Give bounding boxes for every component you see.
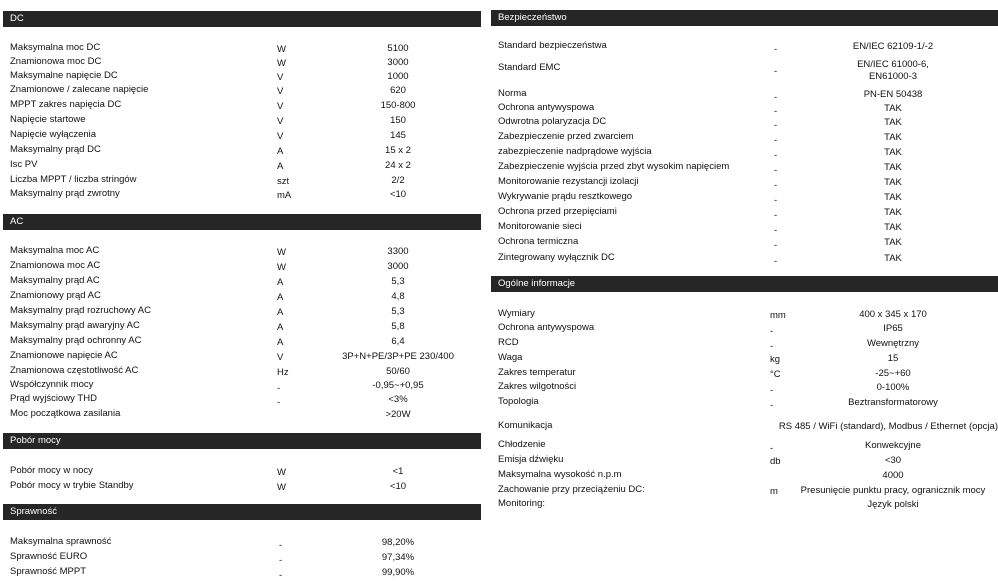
section-title: Bezpieczeństwo: [498, 12, 567, 23]
table-row: [0, 498, 998, 512]
row-label: Prąd wyjściowy THD: [10, 393, 97, 404]
row-label: Standard EMC: [498, 62, 561, 73]
row-unit: szt: [277, 176, 290, 187]
row-unit: db: [770, 456, 781, 467]
row-label: Isc PV: [10, 159, 38, 170]
row-unit: -: [774, 210, 778, 221]
row-unit: -: [774, 106, 778, 117]
row-label: Waga: [498, 352, 523, 363]
row-value: 3000: [387, 57, 409, 68]
row-label: Maksymalny prąd ochronny AC: [10, 335, 142, 346]
row-value: PN-EN 50438: [863, 89, 923, 100]
row-label: Norma: [498, 88, 527, 99]
row-unit: V: [277, 72, 284, 83]
row-label: Ochrona przed przepięciami: [498, 206, 617, 217]
table-row: [0, 290, 998, 304]
row-value: TAK: [884, 192, 902, 203]
row-unit: W: [277, 44, 286, 55]
row-value: 98,20%: [381, 537, 415, 548]
row-unit: -: [774, 225, 778, 236]
row-value: EN/IEC 61000-6,: [857, 59, 929, 70]
row-label: Maksymalna moc DC: [10, 42, 101, 53]
section-title: Ogólne informacje: [498, 278, 576, 289]
row-label: Maksymalna sprawność: [10, 536, 112, 547]
table-row: [0, 102, 998, 116]
row-value: TAK: [884, 117, 902, 128]
row-value: 24 x 2: [385, 160, 411, 171]
row-unit: -: [774, 135, 778, 146]
row-value: <1: [392, 466, 404, 477]
row-label: Ochrona termiczna: [498, 236, 579, 247]
table-row: [0, 116, 998, 130]
row-label: Napięcie startowe: [10, 114, 86, 125]
row-value: <3%: [388, 394, 408, 405]
row-unit: kg: [770, 354, 781, 365]
row-value: Beztransformatorowy: [848, 397, 938, 408]
row-label: Maksymalna moc AC: [10, 245, 100, 256]
row-unit: W: [277, 247, 286, 258]
row-unit: V: [277, 116, 284, 127]
row-unit: -: [279, 570, 283, 581]
table-row: [0, 551, 998, 565]
table-row: [0, 146, 998, 160]
row-unit: A: [277, 307, 284, 318]
table-row: [0, 236, 998, 250]
row-value: 6,4: [391, 336, 405, 347]
row-value: <10: [389, 189, 407, 200]
row-unit: -: [774, 150, 778, 161]
row-label: Liczba MPPT / liczba stringów: [10, 174, 137, 185]
row-label: Maksymalna wysokość n.p.m: [498, 469, 622, 480]
table-row: [0, 252, 998, 266]
row-value: 15: [887, 353, 899, 364]
table-row: [0, 131, 998, 145]
row-label: Napięcie wyłączenia: [10, 129, 97, 140]
row-label: Sprawność MPPT: [10, 566, 87, 577]
table-row: [0, 367, 998, 381]
row-value: 50/60: [386, 366, 410, 377]
row-unit: W: [277, 482, 286, 493]
row-label: zabezpieczenie nadprądowe wyjścia: [498, 146, 652, 157]
row-value: TAK: [884, 103, 902, 114]
row-label: Znamionowa moc DC: [10, 56, 102, 67]
row-label: Emisja dźwięku: [498, 454, 564, 465]
row-label: Znamionowa częstotliwość AC: [10, 365, 139, 376]
row-unit: -: [770, 443, 774, 454]
row-unit: -: [277, 397, 281, 408]
table-row: [0, 337, 998, 351]
row-value: 3000: [387, 261, 409, 272]
row-value: 5,3: [391, 276, 405, 287]
table-row: [0, 352, 998, 366]
row-label: Zabezpieczenie przed zwarciem: [498, 131, 634, 142]
row-value: 620: [390, 85, 406, 96]
row-unit: -: [770, 326, 774, 337]
row-label: Standard bezpieczeństwa: [498, 40, 607, 51]
row-label: Monitorowanie rezystancji izolacji: [498, 176, 639, 187]
table-row: [0, 161, 998, 175]
table-row: [0, 191, 998, 205]
table-row: [0, 396, 998, 410]
row-value: 99,90%: [381, 567, 415, 578]
row-label: Maksymalny prąd rozruchowy AC: [10, 305, 151, 316]
row-unit: -: [774, 44, 778, 55]
row-unit: -: [279, 555, 283, 566]
table-row: [0, 88, 998, 102]
row-value: TAK: [884, 177, 902, 188]
row-value: 97,34%: [381, 552, 415, 563]
row-label: Współczynnik mocy: [10, 379, 94, 390]
row-value: 3P+N+PE/3P+PE 230/400: [342, 351, 454, 362]
row-label: Maksymalny prąd DC: [10, 144, 101, 155]
section-title: Sprawność: [10, 506, 57, 517]
table-row: [0, 536, 998, 550]
row-value: 150-800: [380, 100, 416, 111]
row-label: Zachowanie przy przeciążeniu DC:: [498, 484, 645, 495]
row-label: Maksymalne napięcie DC: [10, 70, 118, 81]
row-value: 5,8: [391, 321, 405, 332]
section-header-dc: [3, 11, 481, 27]
row-value: 2/2: [391, 175, 405, 186]
row-label: Pobór mocy w trybie Standby: [10, 480, 134, 491]
row-value: Wewnętrzny: [866, 338, 920, 349]
row-unit: W: [277, 262, 286, 273]
row-value: >20W: [385, 409, 411, 420]
row-value: TAK: [884, 132, 902, 143]
table-row: [0, 469, 998, 483]
table-row: [0, 221, 998, 235]
row-value: <30: [884, 455, 902, 466]
row-unit: -: [770, 385, 774, 396]
row-value: -25~+60: [875, 368, 911, 379]
row-unit: -: [277, 383, 281, 394]
row-label: Zakres wilgotności: [498, 381, 577, 392]
row-value: TAK: [884, 162, 902, 173]
row-label: Sprawność EURO: [10, 551, 88, 562]
row-value-line2: EN61000-3: [868, 71, 918, 82]
row-label: Znamionowy prąd AC: [10, 290, 101, 301]
row-unit: mA: [277, 190, 292, 201]
table-row: [0, 308, 998, 322]
row-label: Zabezpieczenie wyjścia przed zbyt wysokim napięciem: [498, 161, 730, 172]
row-value: 0-100%: [876, 382, 910, 393]
section-title: DC: [10, 13, 24, 24]
row-value: TAK: [884, 222, 902, 233]
row-label: Monitoring:: [498, 498, 545, 509]
row-unit: V: [277, 86, 284, 97]
table-row: [0, 206, 998, 220]
row-value: TAK: [884, 147, 902, 158]
row-unit: V: [277, 131, 284, 142]
section-title: Pobór mocy: [10, 435, 61, 446]
row-label: Zakres temperatur: [498, 367, 576, 378]
row-unit: -: [279, 540, 283, 551]
row-unit: -: [774, 180, 778, 191]
table-row: [0, 322, 998, 336]
row-label: Topologia: [498, 396, 539, 407]
row-value: 5,3: [391, 306, 405, 317]
row-unit: -: [770, 400, 774, 411]
row-label: Monitorowanie sieci: [498, 221, 582, 232]
table-row: [0, 454, 998, 468]
row-unit: °C: [770, 369, 781, 380]
row-unit: m: [770, 486, 778, 497]
row-label: Maksymalny prąd zwrotny: [10, 188, 120, 199]
row-value: 15 x 2: [385, 145, 411, 156]
row-unit: -: [770, 341, 774, 352]
row-value: Konwekcyjne: [865, 440, 921, 451]
row-label: Znamionowa moc AC: [10, 260, 101, 271]
section-header-general: [491, 276, 998, 292]
row-value: 150: [390, 115, 406, 126]
row-label: Odwrotna polaryzacja DC: [498, 116, 607, 127]
row-value: -0,95~+0,95: [372, 380, 424, 391]
row-value: TAK: [884, 237, 902, 248]
row-unit: -: [774, 120, 778, 131]
row-unit: -: [774, 66, 778, 77]
row-label: Maksymalny prąd awaryjny AC: [10, 320, 140, 331]
row-value: TAK: [884, 253, 902, 264]
row-value: 4000: [882, 470, 904, 481]
row-unit: A: [277, 161, 284, 172]
table-row: [0, 566, 998, 580]
table-row: [0, 40, 998, 54]
row-unit: V: [277, 101, 284, 112]
row-value: Język polski: [867, 499, 919, 510]
row-value: 1000: [387, 71, 409, 82]
row-value: 3300: [387, 246, 409, 257]
row-value: IP65: [883, 323, 903, 334]
table-row: [0, 381, 998, 395]
row-value: Presunięcie punktu pracy, ogranicznik mocy: [800, 485, 986, 496]
row-unit: -: [774, 195, 778, 206]
row-label: Komunikacja: [498, 420, 553, 431]
table-row: [0, 420, 998, 434]
row-label: Wykrywanie prądu resztkowego: [498, 191, 633, 202]
row-label: Moc początkowa zasilania: [10, 408, 121, 419]
row-label: Znamionowe / zalecane napięcie: [10, 84, 149, 95]
row-unit: -: [774, 256, 778, 267]
row-value: EN/IEC 62109-1/-2: [852, 41, 934, 52]
row-unit: V: [277, 352, 284, 363]
row-value: 5100: [387, 43, 409, 54]
row-label: MPPT zakres napięcia DC: [10, 99, 122, 110]
row-value: 4,8: [391, 291, 405, 302]
table-row: [0, 484, 998, 498]
row-unit: A: [277, 292, 284, 303]
row-unit: A: [277, 337, 284, 348]
row-label: Pobór mocy w nocy: [10, 465, 93, 476]
row-unit: mm: [770, 310, 786, 321]
row-label: Ochrona antywyspowa: [498, 102, 595, 113]
row-label: Ochrona antywyspowa: [498, 322, 595, 333]
table-row: [0, 176, 998, 190]
row-label: Maksymalny prąd AC: [10, 275, 100, 286]
row-unit: A: [277, 322, 284, 333]
row-unit: -: [774, 240, 778, 251]
row-label: Chłodzenie: [498, 439, 546, 450]
row-value: 400 x 345 x 170: [859, 309, 927, 320]
row-value: TAK: [884, 207, 902, 218]
row-unit: A: [277, 146, 284, 157]
row-value: <10: [389, 481, 407, 492]
row-unit: A: [277, 277, 284, 288]
row-unit: W: [277, 467, 286, 478]
row-value: RS 485 / WiFi (standard), Modbus / Ethernet (opcja): [778, 421, 998, 432]
row-label: Zintegrowany wyłącznik DC: [498, 252, 615, 263]
row-label: Wymiary: [498, 308, 535, 319]
row-unit: -: [774, 165, 778, 176]
section-title: AC: [10, 216, 24, 227]
row-unit: Hz: [277, 367, 289, 378]
row-value: 145: [390, 130, 406, 141]
row-unit: -: [774, 92, 778, 103]
row-label: Znamionowe napięcie AC: [10, 350, 118, 361]
row-unit: W: [277, 58, 286, 69]
row-label: RCD: [498, 337, 519, 348]
table-row: [0, 439, 998, 453]
section-header-safety: [491, 10, 998, 26]
